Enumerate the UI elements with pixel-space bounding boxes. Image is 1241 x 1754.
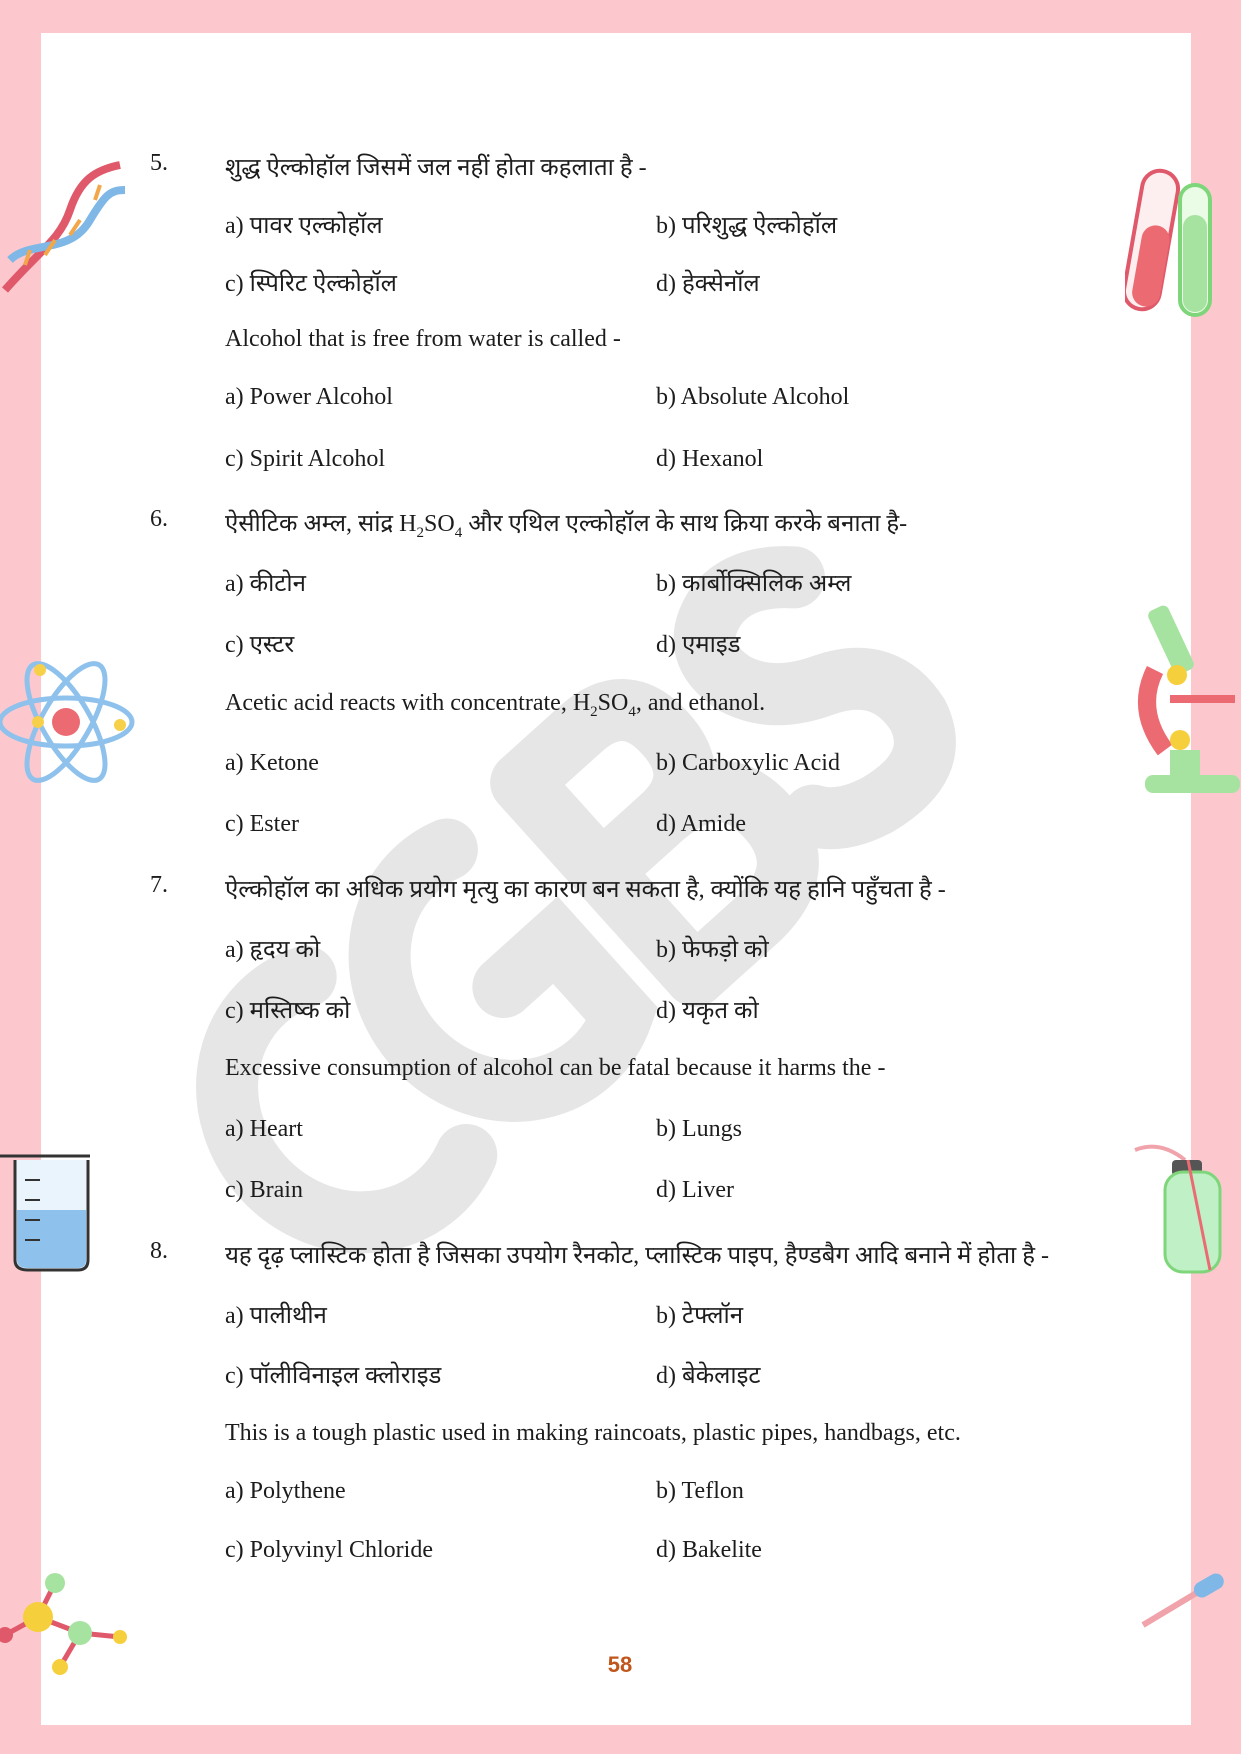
option-english: b) Carboxylic Acid	[656, 750, 840, 776]
option-hindi: a) पालीथीन	[225, 1303, 327, 1329]
question-text-english: Acetic acid reacts with concentrate, $H_2SO_4$, and ethanol.	[225, 690, 766, 720]
option-english: d) Bakelite	[656, 1537, 762, 1563]
option-english: c) Ester	[225, 811, 299, 837]
option-hindi: c) एस्टर	[225, 632, 295, 658]
option-hindi: a) पावर एल्कोहॉल	[225, 213, 383, 239]
option-hindi: a) हृदय को	[225, 937, 321, 963]
option-english: a) Ketone	[225, 750, 319, 776]
option-english: d) Liver	[656, 1177, 734, 1203]
option-english: c) Polyvinyl Chloride	[225, 1537, 433, 1563]
question-number: 8.	[150, 1238, 168, 1264]
option-english: b) Lungs	[656, 1116, 742, 1142]
option-english: d) Amide	[656, 811, 746, 837]
option-english: b) Absolute Alcohol	[656, 384, 850, 410]
option-english: a) Polythene	[225, 1478, 346, 1504]
option-english: c) Brain	[225, 1177, 303, 1203]
question-number: 7.	[150, 872, 168, 898]
page-number: 58	[607, 1652, 633, 1677]
question-text-hindi: यह दृढ़ प्लास्टिक होता है जिसका उपयोग रैनकोट, प्लास्टिक पाइप, हैण्डबैग आदि बनाने में होता है -	[225, 1243, 1049, 1269]
option-hindi: a) कीटोन	[225, 571, 306, 597]
option-hindi: c) स्पिरिट ऐल्कोहॉल	[225, 271, 397, 297]
option-hindi: d) बेकेलाइट	[656, 1363, 761, 1389]
question-text-english: This is a tough plastic used in making raincoats, plastic pipes, handbags, etc.	[225, 1420, 961, 1446]
option-hindi: b) फेफड़ो को	[656, 937, 769, 963]
option-hindi: c) पॉलीविनाइल क्लोराइड	[225, 1363, 442, 1389]
question-number: 6.	[150, 506, 168, 532]
option-hindi: d) यकृत को	[656, 998, 759, 1024]
question-text-hindi: ऐसीटिक अम्ल, सांद्र $H_2SO_4$ और एथिल एल्कोहॉल के साथ क्रिया करके बनाता है-	[225, 511, 908, 541]
option-hindi: d) हेक्सेनॉल	[656, 271, 760, 297]
option-hindi: c) मस्तिष्क को	[225, 998, 351, 1024]
question-text-english: Alcohol that is free from water is called -	[225, 326, 621, 352]
option-hindi: b) टेफ्लॉन	[656, 1303, 744, 1329]
option-english: d) Hexanol	[656, 446, 764, 472]
option-english: a) Heart	[225, 1116, 303, 1142]
option-hindi: b) परिशुद्ध ऐल्कोहॉल	[656, 213, 838, 239]
question-text-hindi: शुद्ध ऐल्कोहॉल जिसमें जल नहीं होता कहलाता है -	[225, 155, 647, 181]
option-hindi: d) एमाइड	[656, 632, 741, 658]
option-english: b) Teflon	[656, 1478, 744, 1504]
option-english: c) Spirit Alcohol	[225, 446, 385, 472]
question-text-hindi: ऐल्कोहॉल का अधिक प्रयोग मृत्यु का कारण बन सकता है, क्योंकि यह हानि पहुँचता है -	[225, 877, 946, 903]
option-english: a) Power Alcohol	[225, 384, 393, 410]
question-text-english: Excessive consumption of alcohol can be fatal because it harms the -	[225, 1055, 886, 1081]
question-number: 5.	[150, 150, 168, 176]
option-hindi: b) कार्बोक्सिलिक अम्ल	[656, 571, 852, 597]
